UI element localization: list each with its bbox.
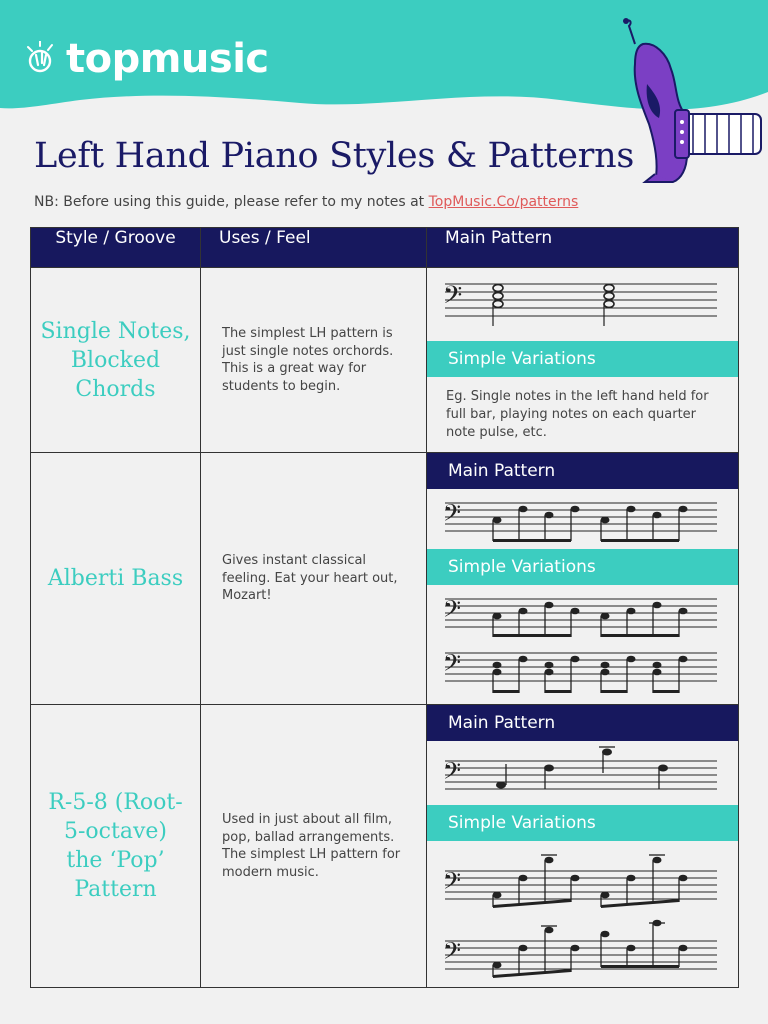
simple-variations-bar: Simple Variations [427,341,738,377]
simple-variations-bar: Simple Variations [427,549,738,585]
brand-name: topmusic [66,36,269,82]
patterns-table [30,227,739,988]
variation-staff [427,585,737,703]
svg-text:𝄢: 𝄢 [443,867,462,900]
simple-variations-bar: Simple Variations [427,805,738,841]
svg-text:𝄢: 𝄢 [443,757,462,790]
table-row [31,268,739,453]
variation-staff [427,841,737,984]
main-pattern-bar: Main Pattern [427,705,738,741]
uses-text: Gives instant classical feeling. Eat your heart out, Mozart! [222,553,398,604]
pattern-cell [427,268,739,453]
bass-clef-icon: 𝄢 [443,281,463,316]
style-cell [31,705,201,988]
style-cell [31,268,201,453]
uses-text: Used in just about all film, pop, ballad arrangements. The simplest LH pattern for modern music. [222,812,401,880]
uses-cell [201,268,427,453]
header-pattern: Main Pattern [427,228,739,268]
style-cell [31,453,201,705]
uses-text: The simplest LH pattern is just single notes orchords. This is a great way for students to begin. [222,326,394,394]
header-style: Style / Groove [31,228,201,268]
header-uses: Uses / Feel [201,228,427,268]
brand-logo[interactable] [26,36,269,82]
svg-text:𝄢: 𝄢 [443,595,462,628]
style-name: Alberti Bass [47,566,184,591]
table-header-row [31,228,739,268]
svg-text:𝄢: 𝄢 [443,499,462,532]
pattern-cell [427,453,739,705]
main-pattern-staff [427,268,737,341]
uses-cell [201,705,427,988]
svg-text:𝄢: 𝄢 [443,937,462,970]
main-pattern-bar: Main Pattern [427,453,738,489]
page-title: Left Hand Piano Styles & Patterns [34,136,635,176]
main-pattern-staff [427,741,737,805]
patterns-link[interactable]: TopMusic.Co/patterns [428,194,579,210]
uses-cell [201,453,427,705]
table-row [31,453,739,705]
note-text: NB: Before using this guide, please refer to my notes at [34,194,429,210]
dog-accordion-icon [615,14,765,189]
variation-text: Eg. Single notes in the left hand held for full bar, playing notes on each quarter note pulse, etc. [446,389,709,440]
svg-text:𝄢: 𝄢 [443,649,462,682]
pattern-cell [427,705,739,988]
main-pattern-staff [427,489,737,549]
style-name: R-5-8 (Root-5-octave) the ‘Pop’ Pattern [48,790,183,902]
table-row [31,705,739,988]
hand-music-icon [26,41,56,77]
intro-note [34,194,578,210]
style-name: Single Notes, Blocked Chords [40,318,191,402]
